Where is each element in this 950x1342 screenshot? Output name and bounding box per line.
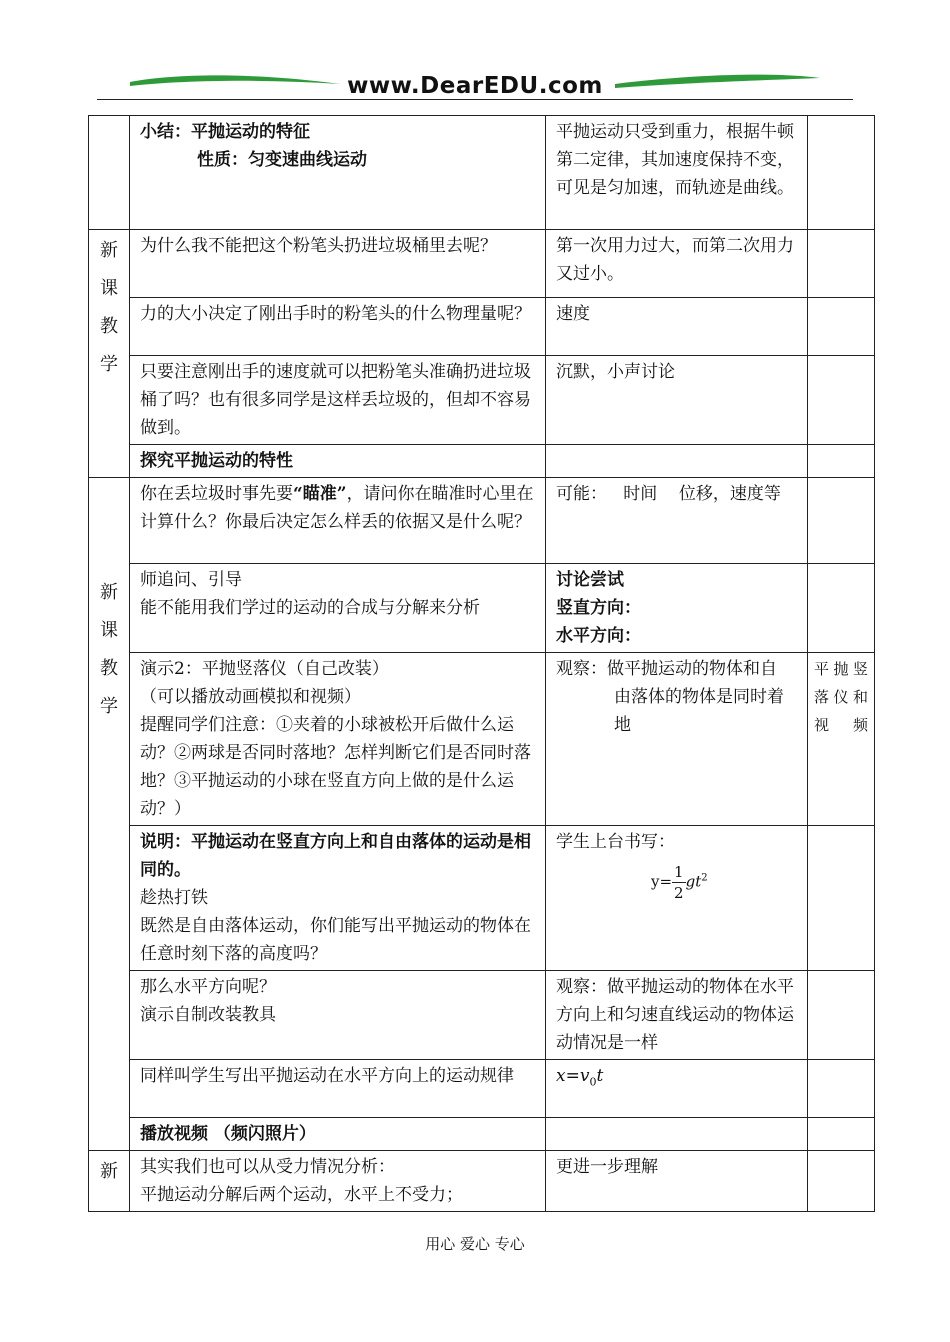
vertical-label: 竖直方向： <box>556 598 641 618</box>
left-cell <box>130 478 546 564</box>
force-analysis: 其实我们也可以从受力情况分析： <box>140 1157 395 1177</box>
table-row <box>89 445 875 478</box>
table-row <box>89 971 875 1060</box>
demo-title: 演示2：平抛竖落仪（自己改装） <box>140 659 389 679</box>
aim-word: “瞄准” <box>293 484 347 504</box>
left-cell <box>130 116 546 230</box>
table-row <box>89 356 875 445</box>
section-cell <box>89 478 130 1151</box>
left-cell: 探究平抛运动的特性 <box>130 445 546 478</box>
note-cell <box>808 1151 875 1212</box>
teacher-prompt: 师追问、引导 <box>140 570 242 590</box>
right-cell <box>546 445 808 478</box>
note-cell <box>808 971 875 1060</box>
page-footer: 用心 爱心 专心 <box>425 1235 525 1253</box>
note-cell <box>808 298 875 356</box>
demo-note: 平抛竖落仪和视频 <box>814 660 868 734</box>
section-label: 新课教学 <box>100 582 118 717</box>
right-cell <box>546 1060 808 1118</box>
header-rule <box>97 99 853 100</box>
right-cell <box>546 1118 808 1151</box>
lesson-table <box>88 115 875 1212</box>
height-question: 既然是自由落体运动，你们能写出平抛运动的物体在任意时刻下落的高度吗？ <box>140 916 531 964</box>
note-cell <box>808 1118 875 1151</box>
left-cell: 只要注意刚出手的速度就可以把粉笔头准确扔进垃圾桶了吗？也有很多同学是这样丢垃圾的，但却不容易做到。 <box>130 356 546 445</box>
right-cell: 第一次用力过大，而第二次用力又过小。 <box>546 230 808 298</box>
formula-denominator: 2 <box>674 884 684 902</box>
section-cell <box>89 1151 130 1212</box>
aim-question-pre: 你在丢垃圾时事先要 <box>140 484 293 504</box>
table-row <box>89 478 875 564</box>
horizontal-label: 水平方向： <box>556 626 641 646</box>
force-detail: 平抛运动分解后两个运动，水平上不受力； <box>140 1185 463 1205</box>
left-cell <box>130 826 546 971</box>
table-row <box>89 116 875 230</box>
left-cell: 力的大小决定了刚出手时的粉笔头的什么物理量呢？ <box>130 298 546 356</box>
table-row <box>89 298 875 356</box>
left-cell: 同样叫学生写出平抛运动在水平方向上的运动规律 <box>130 1060 546 1118</box>
x-formula-v: v <box>579 1066 590 1086</box>
note-cell <box>808 478 875 564</box>
note-cell <box>808 230 875 298</box>
left-cell <box>130 971 546 1060</box>
discuss-label: 讨论尝试 <box>556 570 624 590</box>
note-cell <box>808 653 875 826</box>
fall-height-formula <box>556 862 799 903</box>
note-cell <box>808 564 875 653</box>
formula-lhs: y= <box>651 872 673 891</box>
explain-statement: 说明：平抛运动在竖直方向上和自由落体的运动是相同的。 <box>140 832 531 880</box>
note-cell <box>808 1060 875 1118</box>
teacher-question: 能不能用我们学过的运动的合成与分解来分析 <box>140 598 480 618</box>
right-cell: 更进一步理解 <box>546 1151 808 1212</box>
x-formula-eq: = <box>565 1066 580 1086</box>
table-row <box>89 230 875 298</box>
summary-title: 小结：平抛运动的特征 <box>140 122 310 142</box>
left-cell: 播放视频 （频闪照片） <box>130 1118 546 1151</box>
section-label: 新课教学 <box>100 240 118 375</box>
formula-numerator: 1 <box>674 863 684 881</box>
table-row <box>89 653 875 826</box>
summary-property: 性质：匀变速曲线运动 <box>197 150 367 170</box>
table-row <box>89 826 875 971</box>
section-cell <box>89 230 130 478</box>
table-row <box>89 564 875 653</box>
right-cell <box>546 564 808 653</box>
demo-subtitle: （可以播放动画模拟和视频） <box>140 687 361 707</box>
header-site-name: www.DearEDU.com <box>347 73 603 99</box>
follow-up: 趁热打铁 <box>140 888 208 908</box>
demo-tool: 演示自制改装教具 <box>140 1005 276 1025</box>
x-formula-t: t <box>596 1066 604 1086</box>
note-cell <box>808 356 875 445</box>
right-cell <box>546 826 808 971</box>
formula-variable: gt <box>685 872 702 891</box>
observe-line-1: 做平抛运动的物体和自 <box>607 659 777 679</box>
note-cell <box>808 116 875 230</box>
left-cell <box>130 653 546 826</box>
section-cell <box>89 116 130 230</box>
note-cell <box>808 826 875 971</box>
right-cell: 可能： 时间 位移，速度等 <box>546 478 808 564</box>
left-cell <box>130 564 546 653</box>
right-cell: 速度 <box>546 298 808 356</box>
aim-question-post: ，请问你在瞄准时心里在计算什么？你最后决定怎么样丢的依据又是什么呢？ <box>140 484 534 532</box>
right-cell: 观察：做平抛运动的物体在水平方向上和匀速直线运动的物体运动情况是一样 <box>546 971 808 1060</box>
table-row <box>89 1060 875 1118</box>
observe-line-2: 由落体的物体是同时着地 <box>614 687 784 735</box>
demo-reminder: 提醒同学们注意：①夹着的小球被松开后做什么运动？②两球是否同时落地？怎样判断它们是否同时落地？③平抛运动的小球在竖直方向上做的是什么运动？） <box>140 715 531 819</box>
student-write-label: 学生上台书写： <box>556 832 675 852</box>
right-cell: 沉默，小声讨论 <box>546 356 808 445</box>
formula-fraction <box>672 862 686 903</box>
right-cell <box>546 653 808 826</box>
observe-label: 观察： <box>556 659 607 679</box>
formula-exponent: 2 <box>701 872 708 884</box>
section-label: 新 <box>100 1161 118 1182</box>
x-formula-lhs: x <box>556 1066 566 1086</box>
note-cell <box>808 445 875 478</box>
right-cell: 平抛运动只受到重力，根据牛顿第二定律，其加速度保持不变，可见是匀加速，而轨迹是曲线。 <box>546 116 808 230</box>
horizontal-question: 那么水平方向呢？ <box>140 977 276 997</box>
left-cell <box>130 1151 546 1212</box>
left-cell: 为什么我不能把这个粉笔头扔进垃圾桶里去呢？ <box>130 230 546 298</box>
table-row <box>89 1118 875 1151</box>
x-formula-sub: 0 <box>589 1075 597 1089</box>
table-row <box>89 1151 875 1212</box>
